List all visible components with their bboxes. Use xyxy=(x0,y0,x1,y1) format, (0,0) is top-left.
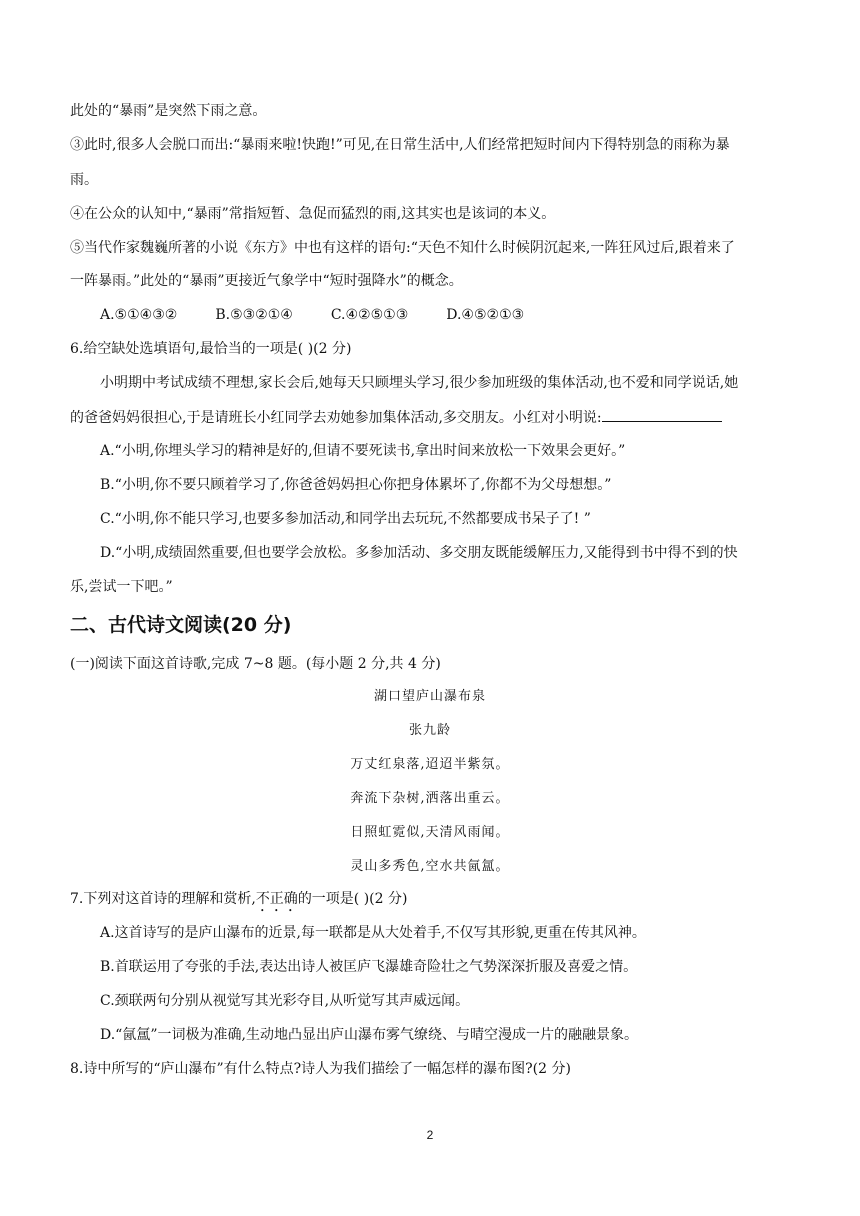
q5-continuation: 此处的“暴雨”是突然下雨之意。 xyxy=(70,103,267,119)
q7-option-b: B.首联运用了夸张的手法,表达出诗人被匡庐飞瀑雄奇险壮之气势深深折服及喜爱之情。 xyxy=(100,959,638,975)
q6-option-d-line1: D.“小明,成绩固然重要,但也要学会放松。多参加活动、多交朋友既能缓解压力,又能得到书中得不到的快 xyxy=(100,545,738,561)
section-2-heading: 二、古代诗文阅读(20 分) xyxy=(70,614,292,636)
q5-sentence-5a: ⑤当代作家魏巍所著的小说《东方》中也有这样的语句:“天色不知什么时候阴沉起来,一阵狂风过后,跟着来了 xyxy=(70,240,735,256)
answer-blank xyxy=(602,407,722,422)
q5-sentence-3a: ③此时,很多人会脱口而出:“暴雨来啦!快跑!”可见,在日常生活中,人们经常把短时间内下得特别急的雨称为暴 xyxy=(70,137,730,153)
poem-author: 张九龄 xyxy=(408,723,451,738)
poem-line-2: 奔流下杂树,洒落出重云。 xyxy=(350,791,510,806)
q6-option-c: C.“小明,你不能只学习,也要多参加活动,和同学出去玩玩,不然都要成书呆子了! ” xyxy=(100,511,591,527)
q5-option-d: D.④⑤②①③ xyxy=(446,307,525,323)
q5-sentence-3b: 雨。 xyxy=(70,172,98,188)
q5-option-b: B.⑤③②①④ xyxy=(215,307,293,323)
q5-sentence-5b: 一阵暴雨。”此处的“暴雨”更接近气象学中“短时强降水”的概念。 xyxy=(70,273,463,289)
q7-option-c: C.颈联两句分别从视觉写其光彩夺目,从听觉写其声威远闻。 xyxy=(100,993,470,1009)
reading-1-intro: (一)阅读下面这首诗歌,完成 7~8 题。(每小题 2 分,共 4 分) xyxy=(70,656,441,672)
poem-title: 湖口望庐山瀑布泉 xyxy=(373,689,486,704)
q6-passage-1: 小明期中考试成绩不理想,家长会后,她每天只顾埋头学习,很少参加班级的集体活动,也不爱和同学说话,她 xyxy=(100,375,739,391)
poem-line-4: 灵山多秀色,空水共氤氲。 xyxy=(350,859,510,874)
page-number: 2 xyxy=(426,1128,434,1142)
q5-sentence-4: ④在公众的认知中,“暴雨”常指短暂、急促而猛烈的雨,这其实也是该词的本义。 xyxy=(70,206,556,222)
q5-options xyxy=(100,305,562,325)
q6-option-b: B.“小明,你不要只顾着学习了,你爸爸妈妈担心你把身体累坏了,你都不为父母想想。” xyxy=(100,477,612,493)
q6-stem: 6.给空缺处选填语句,最恰当的一项是( )(2 分) xyxy=(70,341,352,357)
q7-option-d: D.“氤氲”一词极为准确,生动地凸显出庐山瀑布雾气缭绕、与晴空漫成一片的融融景象。 xyxy=(100,1027,638,1043)
poem-line-3: 日照虹霓似,天清风雨闻。 xyxy=(350,825,510,840)
q6-option-d-line2: 乐,尝试一下吧。” xyxy=(70,579,173,595)
q7-stem: 7.下列对这首诗的理解和赏析,不正确的一项是( )(2 分) xyxy=(70,891,408,907)
q5-option-a: A.⑤①④③② xyxy=(100,307,178,323)
q5-option-c: C.④②⑤①③ xyxy=(330,307,409,323)
q7-option-a: A.这首诗写的是庐山瀑布的近景,每一联都是从大处着手,不仅写其形貌,更重在传其风神。 xyxy=(100,925,646,941)
q6-passage-2: 的爸爸妈妈很担心,于是请班长小红同学去劝她参加集体活动,多交朋友。小红对小明说: xyxy=(70,407,722,428)
emphasis-not-correct: 不正确 xyxy=(255,891,298,907)
q6-option-a: A.“小明,你埋头学习的精神是好的,但请不要死读书,拿出时间来放松一下效果会更好。” xyxy=(100,443,626,459)
poem-line-1: 万丈红泉落,迢迢半紫氛。 xyxy=(350,757,510,772)
q8-stem: 8.诗中所写的“庐山瀑布”有什么特点?诗人为我们描绘了一幅怎样的瀑布图?(2 分) xyxy=(70,1061,571,1077)
